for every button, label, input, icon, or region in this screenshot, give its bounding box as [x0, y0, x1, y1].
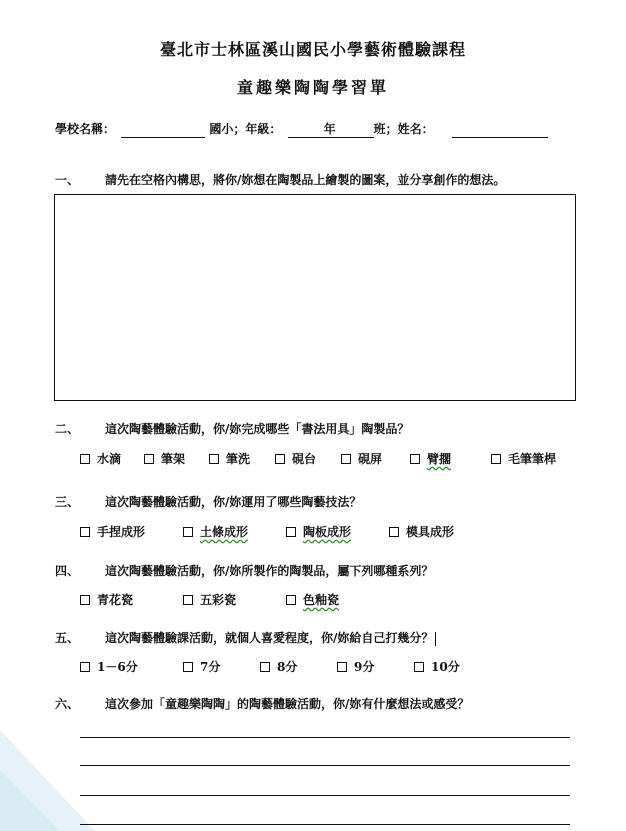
option-label: 10分 — [431, 660, 460, 674]
checkbox-icon — [183, 527, 193, 537]
question-number: 二、 — [55, 422, 80, 436]
option-label: 8分 — [277, 660, 298, 674]
checkbox-icon — [209, 454, 219, 464]
option-checkbox[interactable] — [183, 591, 236, 608]
question-2 — [55, 420, 409, 437]
option-label: 臂擱 — [427, 452, 452, 466]
option-label: 毛筆筆桿 — [508, 452, 557, 466]
option-checkbox[interactable] — [80, 591, 133, 608]
text-cursor — [435, 632, 436, 646]
checkbox-icon — [275, 454, 285, 464]
option-checkbox[interactable] — [341, 450, 382, 467]
question-text: 這次參加「童趣樂陶陶」的陶藝體驗活動，你/妳有什麼想法或感受？ — [105, 697, 470, 711]
student-info-row — [55, 120, 548, 138]
grade-blank-left[interactable] — [288, 123, 322, 138]
option-label: 色釉瓷 — [303, 593, 340, 607]
checkbox-icon — [80, 595, 90, 605]
course-title: 臺北市士林區溪山國民小學藝術體驗課程 — [159, 40, 466, 59]
school-name-blank[interactable] — [121, 123, 205, 138]
worksheet-title: 童趣樂陶陶學習單 — [236, 78, 389, 97]
checkbox-icon — [389, 527, 399, 537]
question-number: 六、 — [55, 697, 80, 711]
option-checkbox[interactable] — [80, 658, 138, 675]
option-label: 1－6分 — [97, 660, 138, 674]
option-checkbox[interactable] — [80, 523, 145, 540]
option-checkbox[interactable] — [183, 658, 220, 675]
question-5 — [55, 629, 436, 646]
option-label: 手捏成形 — [97, 525, 146, 539]
option-label: 模具成形 — [406, 525, 455, 539]
question-6 — [55, 695, 469, 712]
question-text: 這次陶藝體驗活動，你/妳完成哪些「書法用具」陶製品？ — [105, 422, 410, 436]
option-label: 五彩瓷 — [200, 593, 237, 607]
checkbox-icon — [80, 527, 90, 537]
option-checkbox[interactable] — [414, 658, 460, 675]
school-suffix: 國小；年級： — [209, 122, 282, 136]
option-label: 土條成形 — [200, 525, 249, 539]
drawing-box[interactable] — [54, 194, 576, 401]
question-text: 這次陶藝體驗課活動，就個人喜愛程度，你/妳給自己打幾分？ — [105, 631, 434, 645]
question-number: 三、 — [55, 495, 80, 509]
question-1 — [55, 171, 505, 188]
question-text: 這次陶藝體驗活動，你/妳所製作的陶製品，屬下列哪種系列？ — [105, 564, 434, 578]
option-label: 筆架 — [161, 452, 186, 466]
school-label: 學校名稱： — [55, 122, 116, 136]
option-checkbox[interactable] — [286, 523, 351, 540]
checkbox-icon — [144, 454, 154, 464]
option-label: 青花瓷 — [97, 593, 134, 607]
question-text: 這次陶藝體驗活動，你/妳運用了哪些陶藝技法？ — [105, 495, 362, 509]
checkbox-icon — [410, 454, 420, 464]
checkbox-icon — [337, 662, 347, 672]
class-blank[interactable] — [336, 123, 374, 138]
question-3 — [55, 493, 361, 510]
question-text: 請先在空格內構思，將你/妳想在陶製品上繪製的圖案，並分享創作的想法。 — [105, 173, 506, 187]
checkbox-icon — [286, 595, 296, 605]
answer-line[interactable] — [80, 737, 570, 738]
checkbox-icon — [183, 662, 193, 672]
answer-line[interactable] — [80, 824, 570, 825]
option-checkbox[interactable] — [389, 523, 454, 540]
question-number: 一、 — [55, 173, 80, 187]
checkbox-icon — [414, 662, 424, 672]
class-suffix: 班；姓名： — [373, 122, 434, 136]
answer-line[interactable] — [80, 765, 570, 766]
option-label: 筆洗 — [226, 452, 251, 466]
option-checkbox[interactable] — [80, 450, 121, 467]
option-label: 9分 — [354, 660, 375, 674]
option-checkbox[interactable] — [491, 450, 556, 467]
checkbox-icon — [80, 662, 90, 672]
option-label: 7分 — [200, 660, 221, 674]
grade-suffix: 年 — [323, 122, 336, 136]
option-checkbox[interactable] — [275, 450, 316, 467]
option-checkbox[interactable] — [183, 523, 248, 540]
option-checkbox[interactable] — [209, 450, 250, 467]
option-checkbox[interactable] — [144, 450, 185, 467]
checkbox-icon — [80, 454, 90, 464]
checkbox-icon — [491, 454, 501, 464]
option-checkbox[interactable] — [260, 658, 297, 675]
question-number: 五、 — [55, 631, 80, 645]
option-label: 陶板成形 — [303, 525, 352, 539]
checkbox-icon — [183, 595, 193, 605]
option-checkbox[interactable] — [286, 591, 339, 608]
checkbox-icon — [260, 662, 270, 672]
question-4 — [55, 562, 433, 579]
name-blank[interactable] — [452, 123, 548, 138]
option-checkbox[interactable] — [337, 658, 374, 675]
answer-line[interactable] — [80, 795, 570, 796]
option-label: 水滴 — [97, 452, 122, 466]
checkbox-icon — [286, 527, 296, 537]
option-label: 硯台 — [292, 452, 317, 466]
checkbox-icon — [341, 454, 351, 464]
option-label: 硯屏 — [358, 452, 383, 466]
question-number: 四、 — [55, 564, 80, 578]
option-checkbox[interactable] — [410, 450, 451, 467]
